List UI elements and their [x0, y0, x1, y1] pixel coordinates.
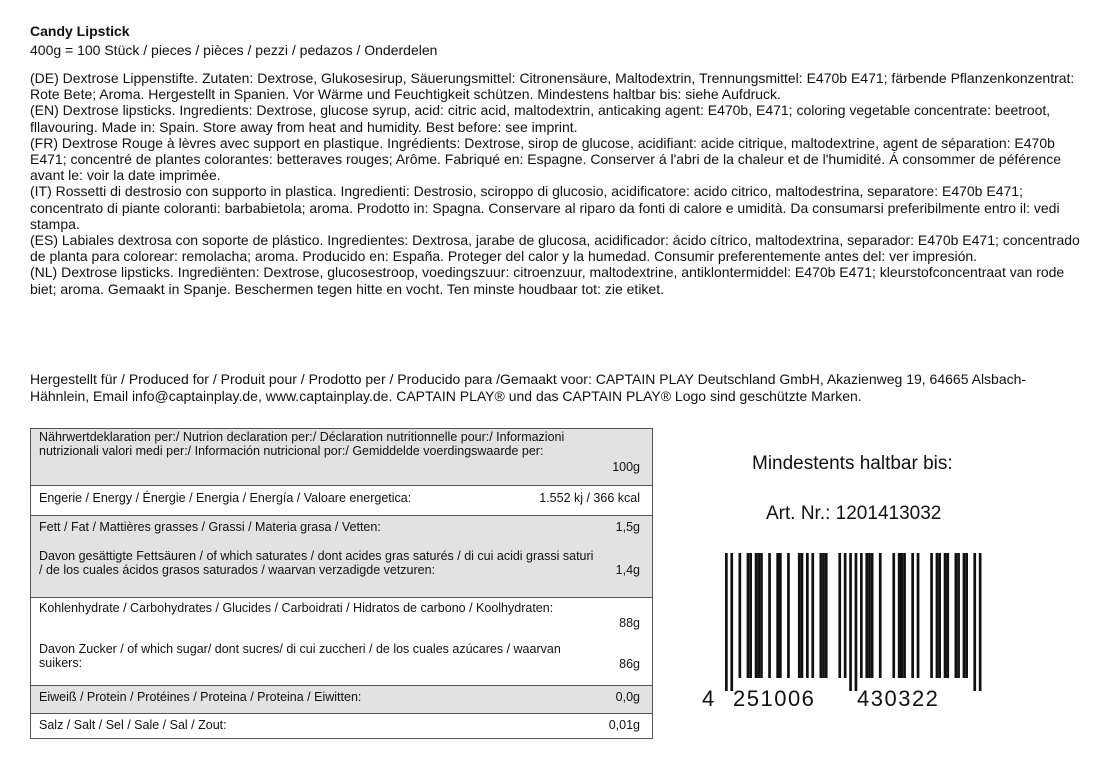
- nutrition-table: [30, 428, 653, 739]
- description-en: (EN) Dextrose lipsticks. Ingredients: Dextrose, glucose syrup, acid: citric acid, maltodextrin, anticaking agent: E470b, E471; coloring vegetable concentrate: beetroot, fllavouring. Made in: Spain. Store away from heat and humidity. Best before: see imprint.: [30, 102, 1051, 135]
- barcode-bar: [860, 553, 863, 678]
- salt-label: Salz / Salt / Sel / Sale / Sal / Zout:: [39, 718, 227, 732]
- barcode-bar: [811, 553, 814, 678]
- barcode-bar: [825, 553, 828, 678]
- barcode-left-group: 251006: [733, 686, 816, 711]
- salt-value: 0,01g: [608, 718, 640, 732]
- saturates-label: Davon gesättigte Fettsäuren / of which saturates / dont acides gras saturés / di cui acidi grassi saturi / de los cuales ácidos grasos saturados / waarvan verzadigde vetzuren:: [39, 549, 594, 577]
- protein-label: Eiweiß / Protein / Protéines / Proteina / Proteina / Eiwitten:: [39, 690, 362, 704]
- product-title: Candy Lipstick: [30, 23, 130, 39]
- barcode-bar: [801, 553, 804, 678]
- barcode-bar: [768, 553, 771, 678]
- barcode-bar: [903, 553, 906, 678]
- barcode-bar: [930, 553, 933, 678]
- barcode-right-group: 430322: [857, 686, 940, 711]
- barcode-bar: [955, 553, 958, 678]
- barcode-bar: [911, 553, 914, 678]
- barcode-bar: [787, 553, 790, 678]
- description-nl: (NL) Dextrose lipsticks. Ingrediënten: Dextrose, glucosestroop, voedingszuur: citroenzuur, maltodextrine, antiklontermiddel: E470b E471; kleurstofconcentraat van rode biet; aroma. Gemaakt in Spanje. Beschermen tegen hitte en vocht. Ten minste houdbaar tot: zie etiket.: [30, 264, 1065, 297]
- barcode-bar: [776, 553, 779, 678]
- nutrition-row-protein: [31, 685, 652, 713]
- barcode-bar: [936, 553, 939, 678]
- barcode-bar: [868, 553, 871, 678]
- barcode: [700, 553, 1000, 713]
- barcode-bar: [757, 553, 760, 678]
- barcode-bar: [798, 553, 801, 678]
- producer-info: Hergestellt für / Produced for / Produit pour / Prodotto per / Producido para /Gemaakt voor: CAPTAIN PLAY Deutschland GmbH, Akazienweg 19, 64665 Alsbach-Hähnlein, Email info@captainplay.de, www.captainplay.de. CAPTAIN PLAY® und das CAPTAIN PLAY® Logo sind geschützte Marken.: [30, 371, 1027, 404]
- carb-value: 88g: [619, 616, 640, 630]
- description-it: (IT) Rossetti di destrosio con supporto in plastica. Ingredienti: Destrosio, sciroppo di glucosio, acidificatore: acido citrico, maltodestrina, separatore: E470b E471; concentrato di piante coloranti: barbabietola; aroma. Prodotto in: Spagna. Conservare al riparo da fonti di calore e umidità. Da consumarsi preferibilmente entro il: vedi stampa.: [30, 183, 1060, 232]
- barcode-bar: [844, 553, 847, 678]
- barcode-bar: [879, 553, 882, 678]
- energy-label: Engerie / Energy / Énergie / Energia / Energía / Valoare energetica:: [39, 491, 412, 505]
- sugar-label: Davon Zucker / of which sugar/ dont sucres/ di cui zuccheri / de los cuales azúcares / waarvan suikers:: [39, 642, 561, 670]
- barcode-bar: [806, 553, 809, 678]
- nutrition-row-carbohydrates: [31, 597, 652, 685]
- sugar-value: 86g: [619, 657, 640, 671]
- carb-label: Kohlenhydrate / Carbohydrates / Glucides / Carboidrati / Hidratos de carbono / Koolhydraten:: [39, 601, 554, 615]
- barcode-bar: [838, 553, 841, 678]
- barcode-bar: [973, 553, 976, 691]
- barcode-bar: [755, 553, 758, 678]
- description-fr: (FR) Dextrose Rouge à lèvres avec support en plastique. Ingrédients: Dextrose, sirop de glucose, acidifiant: acide citrique, maltodextrine, agent de séparation: E470b E471; concentré de plantes colorantes: betteraves rouges; Arôme. Fabriqué en: Espagne. Conserver á l'abri de la chaleur et de l'humidité. Á consommer de péférence avant le: voir la date imprimée.: [30, 134, 1062, 184]
- barcode-bar: [957, 553, 960, 678]
- barcode-bar: [725, 553, 728, 691]
- protein-value: 0,0g: [615, 690, 640, 704]
- barcode-bar: [747, 553, 750, 678]
- barcode-bar: [865, 553, 868, 678]
- barcode-bar: [898, 553, 901, 678]
- barcode-bar: [892, 553, 895, 678]
- energy-value: 1.552 kj / 366 kcal: [539, 491, 640, 505]
- ingredients-block: [30, 70, 1080, 297]
- barcode-bar: [820, 553, 823, 678]
- article-number: Art. Nr.: 1201413032: [766, 503, 942, 524]
- barcode-bar: [944, 553, 947, 678]
- barcode-bar: [938, 553, 941, 678]
- nutrition-row-salt: [31, 713, 652, 739]
- nutrition-row-energy: [31, 485, 652, 515]
- barcode-bar: [749, 553, 752, 678]
- nutrition-header-value: 100g: [612, 460, 640, 474]
- nutrition-header-label: Nährwertdeklaration per:/ Nutrion declaration per:/ Déclaration nutritionnelle pour:/ Informazioni nutrizionali valori medi per:/ Información nutricional por:/ Gemiddelde voerdingswaarde per:: [39, 430, 565, 458]
- description-es: (ES) Labiales dextrosa con soporte de plástico. Ingredientes: Dextrosa, jarabe de glucosa, acidificador: ácido cítrico, maltodextrina, separador: E470b E471; concentrado de planta para colorear: remolacha; aroma. Producido en: España. Proteger del calor y la humedad. Consumir preferentemente antes del: ver impresión.: [30, 232, 1080, 265]
- barcode-bar: [730, 553, 733, 691]
- barcode-bar: [901, 553, 904, 678]
- barcode-bar: [779, 553, 782, 678]
- saturates-value: 1,4g: [615, 563, 640, 577]
- fat-label: Fett / Fat / Mattières grasses / Grassi / Materia grasa / Vetten:: [39, 520, 381, 534]
- nutrition-header-row: [31, 429, 652, 485]
- barcode-bar: [946, 553, 949, 678]
- barcode-bar: [979, 553, 982, 691]
- product-quantity: 400g = 100 Stück / pieces / pièces / pezzi / pedazos / Onderdelen: [30, 42, 438, 58]
- description-de: (DE) Dextrose Lippenstifte. Zutaten: Dextrose, Glukosesirup, Säuerungsmittel: Citronensäure, Maltodextrin, Trennungsmittel: E470b E471; färbende Pflanzenkonzentrat: Rote Bete; Aroma. Hergestellt in Spanien. Vor Wärme und Feuchtigkeit schützen. Mindestens haltbar bis: siehe Aufdruck.: [30, 70, 1075, 103]
- barcode-bar: [849, 553, 852, 691]
- best-before-label: Mindestents haltbar bis:: [752, 453, 953, 474]
- nutrition-row-fat: [31, 515, 652, 597]
- barcode-bar: [822, 553, 825, 678]
- barcode-bar: [963, 553, 966, 678]
- barcode-bar: [855, 553, 858, 691]
- barcode-first-digit: 4: [702, 686, 715, 711]
- fat-value: 1,5g: [615, 520, 640, 534]
- barcode-bar: [917, 553, 920, 678]
- barcode-bars: [725, 553, 982, 691]
- barcode-bar: [739, 553, 742, 678]
- barcode-bar: [965, 553, 968, 678]
- barcode-bar: [760, 553, 763, 678]
- barcode-bar: [871, 553, 874, 678]
